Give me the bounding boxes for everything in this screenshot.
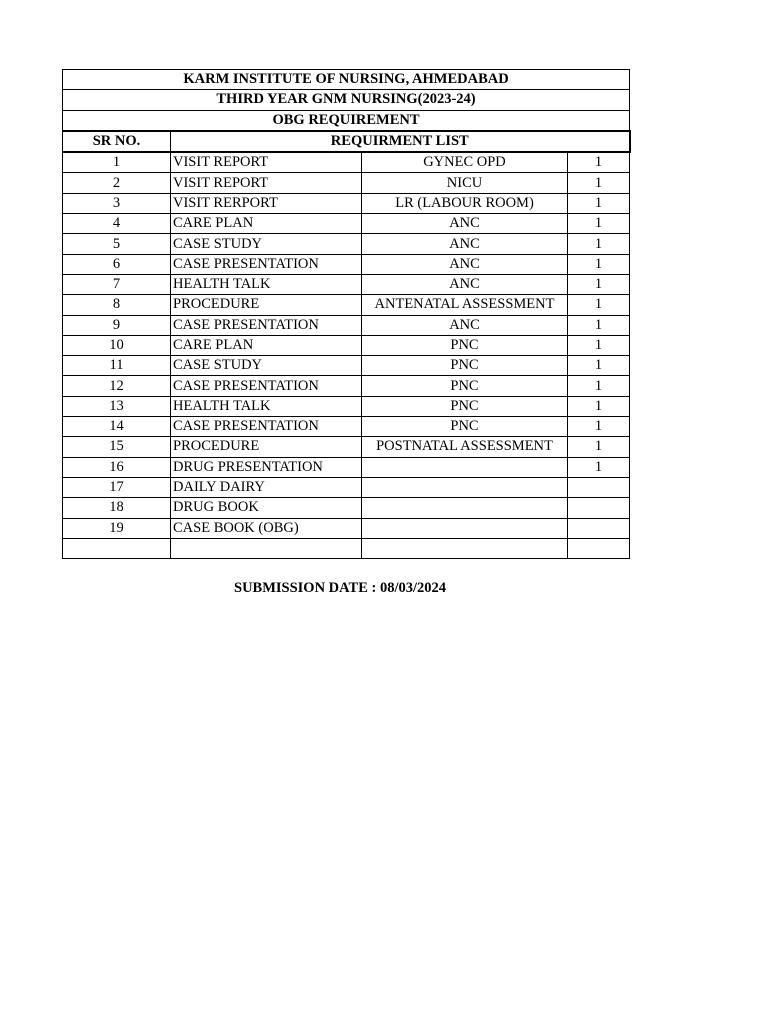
sr-no-cell: 11 (63, 356, 171, 376)
count-cell: 1 (568, 315, 630, 335)
table-row (63, 173, 630, 193)
table-row (63, 518, 630, 538)
count-cell: 1 (568, 274, 630, 294)
area-cell: PNC (362, 356, 568, 376)
table-row (63, 152, 630, 173)
table-row (63, 274, 630, 294)
table-row (63, 356, 630, 376)
count-cell (568, 518, 630, 538)
count-cell: 1 (568, 417, 630, 437)
requirement-item-cell: VISIT REPORT (171, 152, 362, 173)
requirement-table (62, 69, 631, 559)
count-cell: 1 (568, 214, 630, 234)
table-row (63, 315, 630, 335)
requirement-item-cell: PROCEDURE (171, 295, 362, 315)
institute-title: KARM INSTITUTE OF NURSING, AHMEDABAD (63, 70, 630, 90)
table-row (63, 234, 630, 254)
sr-no-cell: 18 (63, 498, 171, 518)
area-cell (362, 477, 568, 497)
sr-no-cell: 4 (63, 214, 171, 234)
count-cell: 1 (568, 254, 630, 274)
requirement-item-cell: CASE BOOK (OBG) (171, 518, 362, 538)
requirement-item-cell: PROCEDURE (171, 437, 362, 457)
requirement-item-cell: CASE STUDY (171, 234, 362, 254)
table-row (63, 498, 630, 518)
area-cell: PNC (362, 396, 568, 416)
area-cell: POSTNATAL ASSESSMENT (362, 437, 568, 457)
sr-no-cell: 12 (63, 376, 171, 396)
table-row (63, 457, 630, 477)
area-cell: ANC (362, 234, 568, 254)
area-cell: ANC (362, 315, 568, 335)
count-cell: 1 (568, 152, 630, 173)
requirement-item-cell: DAILY DAIRY (171, 477, 362, 497)
area-cell (362, 498, 568, 518)
requirement-item-cell: CARE PLAN (171, 335, 362, 355)
table-row (63, 538, 630, 558)
course-title: THIRD YEAR GNM NURSING(2023-24) (63, 90, 630, 110)
area-cell: ANC (362, 214, 568, 234)
count-cell: 1 (568, 376, 630, 396)
sr-no-cell: 13 (63, 396, 171, 416)
sr-no-cell (63, 538, 171, 558)
table-row (63, 417, 630, 437)
table-row (63, 376, 630, 396)
sr-no-cell: 3 (63, 193, 171, 213)
count-cell (568, 477, 630, 497)
area-cell (362, 457, 568, 477)
requirement-item-cell (171, 538, 362, 558)
area-cell: ANC (362, 274, 568, 294)
count-cell: 1 (568, 173, 630, 193)
count-cell: 1 (568, 295, 630, 315)
sr-no-cell: 16 (63, 457, 171, 477)
requirement-item-cell: CASE PRESENTATION (171, 254, 362, 274)
area-cell (362, 538, 568, 558)
sr-no-cell: 5 (63, 234, 171, 254)
table-row (63, 396, 630, 416)
submission-date: SUBMISSION DATE : 08/03/2024 (234, 580, 447, 596)
area-cell: PNC (362, 376, 568, 396)
area-cell: NICU (362, 173, 568, 193)
subject-title: OBG REQUIREMENT (63, 110, 630, 131)
area-cell: GYNEC OPD (362, 152, 568, 173)
area-cell: ANC (362, 254, 568, 274)
count-cell (568, 498, 630, 518)
table-row (63, 295, 630, 315)
requirement-item-cell: CASE STUDY (171, 356, 362, 376)
area-cell: PNC (362, 335, 568, 355)
sr-no-cell: 19 (63, 518, 171, 538)
table-row (63, 335, 630, 355)
count-cell: 1 (568, 437, 630, 457)
area-cell (362, 518, 568, 538)
count-cell: 1 (568, 356, 630, 376)
requirement-item-cell: DRUG PRESENTATION (171, 457, 362, 477)
table-row (63, 193, 630, 213)
count-cell: 1 (568, 396, 630, 416)
area-cell: LR (LABOUR ROOM) (362, 193, 568, 213)
requirement-item-cell: DRUG BOOK (171, 498, 362, 518)
requirement-item-cell: CASE PRESENTATION (171, 315, 362, 335)
sr-no-header: SR NO. (63, 131, 171, 152)
table-row (63, 437, 630, 457)
area-cell: PNC (362, 417, 568, 437)
count-cell: 1 (568, 457, 630, 477)
count-cell (568, 538, 630, 558)
requirement-item-cell: HEALTH TALK (171, 396, 362, 416)
sr-no-cell: 14 (63, 417, 171, 437)
sr-no-cell: 6 (63, 254, 171, 274)
requirement-item-cell: HEALTH TALK (171, 274, 362, 294)
requirement-item-cell: VISIT REPORT (171, 173, 362, 193)
count-cell: 1 (568, 193, 630, 213)
sr-no-cell: 10 (63, 335, 171, 355)
requirement-list-header: REQUIRMENT LIST (171, 131, 630, 152)
count-cell: 1 (568, 234, 630, 254)
count-cell: 1 (568, 335, 630, 355)
sr-no-cell: 8 (63, 295, 171, 315)
sr-no-cell: 1 (63, 152, 171, 173)
sr-no-cell: 2 (63, 173, 171, 193)
table-row (63, 214, 630, 234)
requirement-item-cell: CASE PRESENTATION (171, 376, 362, 396)
sr-no-cell: 9 (63, 315, 171, 335)
requirement-item-cell: CARE PLAN (171, 214, 362, 234)
table-row (63, 254, 630, 274)
requirement-item-cell: CASE PRESENTATION (171, 417, 362, 437)
sr-no-cell: 7 (63, 274, 171, 294)
requirement-item-cell: VISIT RERPORT (171, 193, 362, 213)
area-cell: ANTENATAL ASSESSMENT (362, 295, 568, 315)
sr-no-cell: 17 (63, 477, 171, 497)
sr-no-cell: 15 (63, 437, 171, 457)
table-row (63, 477, 630, 497)
